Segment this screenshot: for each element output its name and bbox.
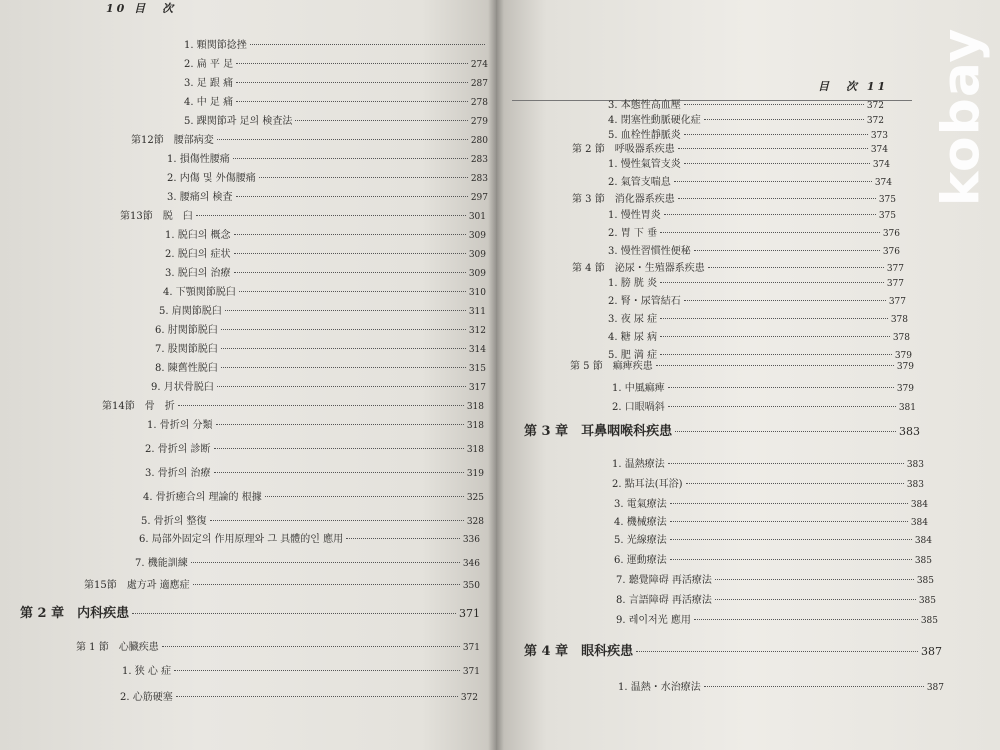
- right-toc-row: [608, 292, 906, 308]
- chapter-title: 第 2 章 内科疾患: [20, 606, 130, 621]
- entry-label: 3. 慢性習慣性便秘: [608, 246, 691, 257]
- page-number: 318: [466, 402, 484, 412]
- dot-leader: [162, 646, 460, 647]
- page-number: 387: [921, 645, 942, 658]
- entry-label: 3. 本態性高血壓: [608, 100, 681, 111]
- page-number: 309: [468, 250, 486, 260]
- page-number: 318: [466, 445, 484, 455]
- left-toc-row: [163, 283, 486, 299]
- dot-leader: [670, 503, 908, 504]
- dot-leader: [668, 463, 904, 464]
- entry-label: 3. 足 跟 痛: [184, 78, 234, 89]
- right-toc-row: [570, 357, 914, 373]
- right-toc-row: [608, 173, 892, 189]
- entry-label: 5. 骨折의 整復: [141, 516, 207, 527]
- dot-leader: [678, 198, 876, 199]
- entry-label: 3. 骨折의 治療: [145, 468, 211, 479]
- page-number: 378: [890, 315, 908, 325]
- right-toc-row: [612, 475, 924, 491]
- entry-label: 5. 血栓性靜脈炎: [608, 130, 681, 141]
- entry-label: 1. 温熱療法: [612, 459, 665, 470]
- right-toc-row: [608, 328, 910, 344]
- left-toc-row: [143, 488, 484, 504]
- entry-label: 1. 膀 胱 炎: [608, 278, 658, 289]
- page-number: 328: [466, 517, 484, 527]
- page-number: 373: [870, 131, 888, 141]
- page-number: 301: [468, 212, 486, 222]
- dot-leader: [193, 584, 460, 585]
- page-number: 384: [914, 536, 932, 546]
- dot-leader: [660, 318, 888, 319]
- dot-leader: [684, 134, 868, 135]
- entry-label: 7. 聽覺障碍 再活療法: [616, 575, 712, 586]
- left-toc-row: [120, 207, 486, 223]
- page-number: 383: [906, 480, 924, 490]
- page-number: 283: [470, 155, 488, 165]
- page-number: 376: [882, 229, 900, 239]
- dot-leader: [715, 579, 914, 580]
- dot-leader: [236, 63, 468, 64]
- dot-leader: [715, 599, 916, 600]
- page-number: 379: [896, 384, 914, 394]
- dot-leader: [191, 562, 460, 563]
- right-toc-row: [572, 259, 904, 275]
- left-toc-row: [151, 378, 486, 394]
- entry-label: 4. 糖 尿 病: [608, 332, 658, 343]
- right-toc-row: [612, 455, 924, 471]
- entry-label: 1. 損傷性腰痛: [167, 154, 230, 165]
- page-number: 372: [866, 116, 884, 126]
- entry-label: 1. 慢性胃炎: [608, 210, 661, 221]
- left-toc-row: [184, 93, 488, 109]
- entry-label: 2. 口眼喎斜: [612, 402, 665, 413]
- dot-leader: [694, 619, 918, 620]
- entry-label: 9. 月状骨脱臼: [151, 382, 214, 393]
- right-toc-row: [612, 379, 914, 395]
- page-number: 310: [468, 288, 486, 298]
- page-number: 385: [916, 576, 934, 586]
- left-toc-row: [167, 188, 488, 204]
- right-toc-row: [608, 310, 908, 326]
- page-number: 371: [462, 643, 480, 653]
- dot-leader: [233, 158, 468, 159]
- dot-leader: [217, 139, 468, 140]
- page-number: 317: [468, 383, 486, 393]
- left-toc-row: [76, 638, 480, 654]
- left-toc-row: [139, 530, 480, 546]
- entry-label: 2. 内傷 및 外傷腰痛: [167, 173, 256, 184]
- page-number: 379: [894, 351, 912, 361]
- page-number: 315: [468, 364, 486, 374]
- left-toc-row: [159, 302, 486, 318]
- page-number: 377: [888, 297, 906, 307]
- dot-leader: [265, 496, 464, 497]
- dot-leader: [708, 267, 884, 268]
- section-title: 第 2 節 呼吸器系疾患: [572, 144, 675, 155]
- right-toc-row: [608, 155, 890, 171]
- dot-leader: [216, 424, 464, 425]
- entry-label: 8. 陳舊性脱臼: [155, 363, 218, 374]
- page-number: 381: [898, 403, 916, 413]
- page-number: 350: [462, 581, 480, 591]
- dot-leader: [346, 538, 460, 539]
- left-toc-row: [184, 36, 488, 52]
- right-toc-row: [608, 224, 900, 240]
- dot-leader: [236, 196, 468, 197]
- dot-leader: [660, 282, 884, 283]
- entry-label: 1. 中風痲痺: [612, 383, 665, 394]
- left-toc-row: [145, 464, 484, 480]
- entry-label: 3. 脱臼의 治療: [165, 268, 231, 279]
- entry-label: 3. 夜 尿 症: [608, 314, 658, 325]
- dot-leader: [178, 405, 464, 406]
- right-toc-row: [608, 111, 884, 127]
- page-number: 274: [470, 60, 488, 70]
- entry-label: 9. 레이저光 應用: [616, 615, 691, 626]
- page-number: 318: [466, 421, 484, 431]
- dot-leader: [670, 521, 908, 522]
- page-number: 384: [910, 518, 928, 528]
- right-toc-row: [572, 140, 888, 156]
- left-toc-row: [135, 554, 480, 570]
- page-number: 314: [468, 345, 486, 355]
- entry-label: 2. 腎・尿管結石: [608, 296, 681, 307]
- entry-label: 5. 肩関節脱臼: [159, 306, 222, 317]
- page-number: 278: [470, 98, 488, 108]
- entry-label: 7. 機能訓練: [135, 558, 188, 569]
- right-toc-row: [608, 274, 904, 290]
- dot-leader: [234, 253, 466, 254]
- page-number: 377: [886, 264, 904, 274]
- right-toc-row: [524, 640, 942, 659]
- page-number: 319: [466, 469, 484, 479]
- left-running-head: 10 目 次: [106, 2, 177, 15]
- page-number: 283: [470, 174, 488, 184]
- section-title: 第 3 節 消化器系疾患: [572, 194, 675, 205]
- dot-leader: [250, 44, 485, 45]
- entry-label: 5. 肥 満 症: [608, 350, 658, 361]
- right-toc-row: [608, 96, 884, 112]
- page-number: 312: [468, 326, 486, 336]
- entry-label: 1. 顆関節捻挫: [184, 40, 247, 51]
- entry-label: 6. 運動療法: [614, 555, 667, 566]
- chapter-title: 第 4 章 眼科疾患: [524, 644, 634, 659]
- left-toc-row: [155, 359, 486, 375]
- dot-leader: [670, 539, 912, 540]
- left-toc-row: [155, 321, 486, 337]
- page-number: 287: [470, 79, 488, 89]
- left-toc-row: [120, 688, 478, 704]
- right-toc-row: [616, 591, 936, 607]
- dot-leader: [684, 300, 886, 301]
- entry-label: 4. 骨折癒合의 理論的 根據: [143, 492, 262, 503]
- page-number: 383: [906, 460, 924, 470]
- entry-label: 1. 温熱・水治療法: [618, 682, 701, 693]
- page-number: 385: [918, 596, 936, 606]
- watermark: [922, 2, 1000, 232]
- left-toc-row: [131, 131, 488, 147]
- dot-leader: [668, 387, 894, 388]
- right-toc-row: [612, 398, 916, 414]
- left-toc-row: [141, 512, 484, 528]
- dot-leader: [132, 613, 456, 614]
- page-number: 374: [874, 178, 892, 188]
- left-toc-row: [184, 112, 488, 128]
- dot-leader: [225, 310, 466, 311]
- page-number: 385: [920, 616, 938, 626]
- entry-label: 4. 中 足 痛: [184, 97, 234, 108]
- entry-label: 2. 點耳法(耳浴): [612, 479, 683, 490]
- page-number: 374: [872, 160, 890, 170]
- right-toc-row: [608, 206, 896, 222]
- right-toc-row: [614, 531, 932, 547]
- entry-label: 2. 心筋硬塞: [120, 692, 173, 703]
- page-number: 384: [910, 500, 928, 510]
- page-number: 309: [468, 231, 486, 241]
- dot-leader: [174, 670, 460, 671]
- entry-label: 6. 局部外固定의 作用原理와 그 具體的인 應用: [139, 534, 344, 545]
- left-toc-row: [147, 416, 484, 432]
- dot-leader: [660, 336, 890, 337]
- dot-leader: [694, 250, 880, 251]
- dot-leader: [684, 163, 870, 164]
- entry-label: 2. 骨折의 診断: [145, 444, 211, 455]
- left-toc-row: [165, 226, 486, 242]
- left-toc-row: [155, 340, 486, 356]
- entry-label: 5. 光線療法: [614, 535, 667, 546]
- entry-label: 7. 股関節脱臼: [155, 344, 218, 355]
- page-number: 311: [468, 307, 486, 317]
- right-toc-row: [614, 513, 928, 529]
- dot-leader: [704, 686, 924, 687]
- left-toc-row: [20, 602, 480, 621]
- page-number: 372: [866, 101, 884, 111]
- left-toc-row: [184, 74, 488, 90]
- page-number: 325: [466, 493, 484, 503]
- left-toc-row: [145, 440, 484, 456]
- dot-leader: [234, 234, 466, 235]
- section-title: 第15節 處方과 適應症: [84, 580, 190, 591]
- page-number: 377: [886, 279, 904, 289]
- dot-leader: [217, 386, 466, 387]
- right-toc-row: [608, 242, 900, 258]
- dot-leader: [674, 181, 872, 182]
- entry-label: 2. 胃 下 垂: [608, 228, 658, 239]
- page-number: 375: [878, 195, 896, 205]
- dot-leader: [214, 448, 464, 449]
- left-toc-row: [84, 576, 480, 592]
- book-gutter: [488, 0, 504, 750]
- page-number: 280: [470, 136, 488, 146]
- dot-leader: [295, 120, 467, 121]
- entry-label: 6. 肘関節脱臼: [155, 325, 218, 336]
- page-number: 383: [899, 425, 920, 438]
- dot-leader: [660, 232, 880, 233]
- page-number: 279: [470, 117, 488, 127]
- section-title: 第13節 脱 臼: [120, 211, 193, 222]
- dot-leader: [660, 354, 892, 355]
- section-title: 第 4 節 泌尿・生殖器系疾患: [572, 263, 705, 274]
- left-toc-row: [122, 662, 480, 678]
- entry-label: 1. 骨折의 分類: [147, 420, 213, 431]
- entry-label: 1. 脱臼의 概念: [165, 230, 231, 241]
- entry-label: 3. 電氣療法: [614, 499, 667, 510]
- right-running-head: 目 次 11: [818, 80, 889, 93]
- page-number: 385: [914, 556, 932, 566]
- entry-label: 4. 機械療法: [614, 517, 667, 528]
- right-toc-row: [524, 420, 920, 439]
- left-toc-row: [102, 397, 484, 413]
- dot-leader: [221, 329, 466, 330]
- left-toc-row: [167, 169, 488, 185]
- page-number: 336: [462, 535, 480, 545]
- page-number: 371: [459, 607, 480, 620]
- entry-label: 4. 下顎関節脱臼: [163, 287, 236, 298]
- dot-leader: [636, 651, 918, 652]
- dot-leader: [668, 406, 896, 407]
- entry-label: 2. 扁 平 足: [184, 59, 234, 70]
- page-number: 371: [462, 667, 480, 677]
- right-toc-row: [616, 571, 934, 587]
- right-toc-row: [616, 611, 938, 627]
- dot-leader: [236, 82, 468, 83]
- dot-leader: [234, 272, 466, 273]
- dot-leader: [675, 431, 896, 432]
- page-number: 309: [468, 269, 486, 279]
- dot-leader: [670, 559, 912, 560]
- entry-label: 4. 閉塞性動脈硬化症: [608, 115, 701, 126]
- dot-leader: [221, 348, 466, 349]
- right-toc-row: [614, 551, 932, 567]
- right-toc-row: [614, 495, 928, 511]
- entry-label: 1. 慢性氣管支炎: [608, 159, 681, 170]
- page-number: 346: [462, 559, 480, 569]
- dot-leader: [176, 696, 458, 697]
- section-title: 第 1 節 心臓疾患: [76, 642, 159, 653]
- dot-leader: [664, 214, 876, 215]
- dot-leader: [210, 520, 464, 521]
- left-toc-row: [165, 245, 486, 261]
- entry-label: 8. 言語障碍 再活療法: [616, 595, 712, 606]
- page-number: 378: [892, 333, 910, 343]
- page-number: 374: [870, 145, 888, 155]
- entry-label: 2. 脱臼의 症状: [165, 249, 231, 260]
- dot-leader: [259, 177, 468, 178]
- left-toc-row: [184, 55, 488, 71]
- entry-label: 1. 狭 心 症: [122, 666, 172, 677]
- dot-leader: [704, 119, 864, 120]
- chapter-title: 第 3 章 耳鼻咽喉科疾患: [524, 424, 673, 439]
- dot-leader: [196, 215, 466, 216]
- dot-leader: [236, 101, 468, 102]
- left-toc-row: [167, 150, 488, 166]
- dot-leader: [678, 148, 868, 149]
- dot-leader: [239, 291, 466, 292]
- page-number: 376: [882, 247, 900, 257]
- entry-label: 5. 踝関節과 足의 検査法: [184, 116, 293, 127]
- dot-leader: [686, 483, 904, 484]
- page-number: 375: [878, 211, 896, 221]
- entry-label: 3. 腰痛의 検査: [167, 192, 233, 203]
- dot-leader: [221, 367, 466, 368]
- page-number: 387: [926, 683, 944, 693]
- right-toc-row: [618, 678, 944, 694]
- page-number: 379: [896, 362, 914, 372]
- watermark-text: kobay: [931, 27, 991, 207]
- section-title: 第12節 腰部病変: [131, 135, 214, 146]
- page-number: 297: [470, 193, 488, 203]
- section-title: 第 5 節 痲痺疾患: [570, 361, 653, 372]
- section-title: 第14節 骨 折: [102, 401, 175, 412]
- page-number: 372: [460, 693, 478, 703]
- entry-label: 2. 氣管支喘息: [608, 177, 671, 188]
- dot-leader: [684, 104, 864, 105]
- dot-leader: [656, 365, 894, 366]
- dot-leader: [214, 472, 464, 473]
- left-toc-row: [165, 264, 486, 280]
- right-toc-row: [572, 190, 896, 206]
